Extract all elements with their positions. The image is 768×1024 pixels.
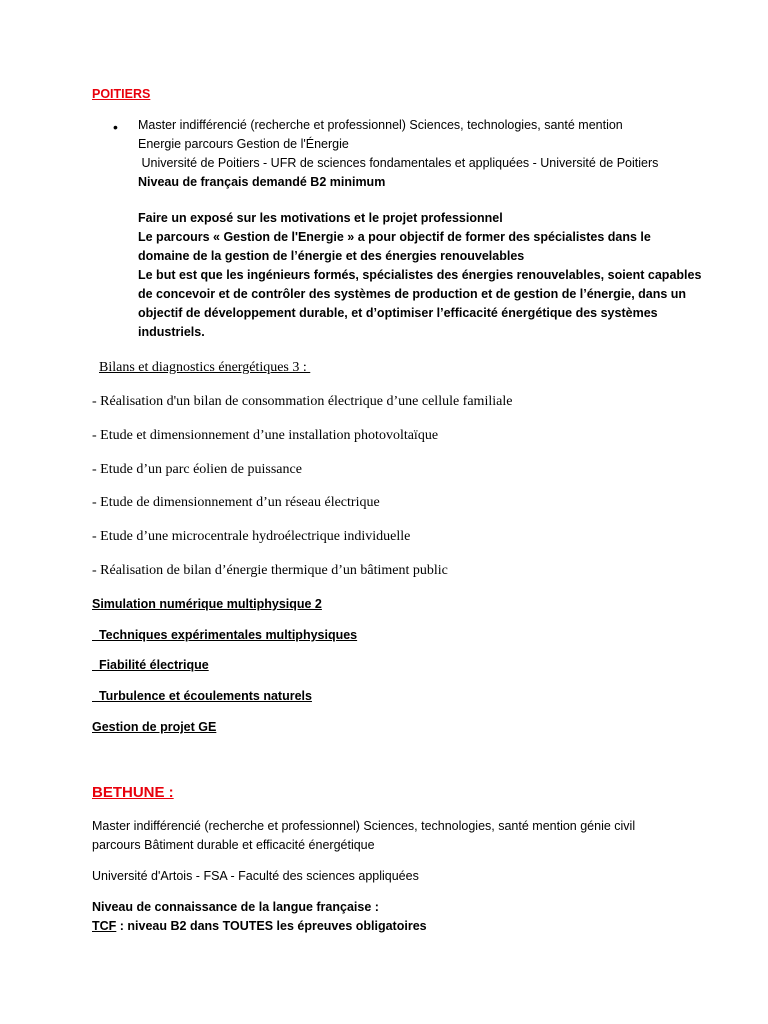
expose-line: Le but est que les ingénieurs formés, spécialistes des énergies renouvelables, soient capables [138,268,702,282]
expose-line: objectif de développement durable, et d’optimiser l’efficacité énergétique des systèmes [138,306,658,320]
language-requirements [92,898,427,936]
course-item: Fiabilité électrique [92,658,209,672]
bilan-item: - Etude d’une microcentrale hydroélectrique individuelle [92,529,411,544]
expose-line: Le parcours « Gestion de l'Energie » a pour objectif de former des spécialistes dans le [138,230,651,244]
university-line: Université d'Artois - FSA - Faculté des sciences appliquées [92,869,419,883]
course-item: Gestion de projet GE [92,720,217,734]
master-line: Master indifférencié (recherche et professionnel) Sciences, technologies, santé mention [138,118,623,132]
master-description-bethune [92,817,635,855]
course-item: Techniques expérimentales multiphysiques [92,628,358,642]
bilans-title: Bilans et diagnostics énergétiques 3 : [99,360,311,375]
bilan-item: - Etude d’un parc éolien de puissance [92,462,302,477]
language-title: Niveau de connaissance de la langue française : [92,900,379,914]
heading-bethune: BETHUNE : [92,784,174,801]
tcf-label: TCF [92,919,117,933]
expose-line: industriels. [138,325,205,339]
master-line: Master indifférencié (recherche et professionnel) Sciences, technologies, santé mention génie civil [92,819,636,833]
bilan-item: - Etude de dimensionnement d’un réseau électrique [92,495,380,510]
language-level-line: Niveau de français demandé B2 minimum [138,175,386,189]
university-line: Université de Poitiers - UFR de sciences fondamentales et appliquées - Université de Poitiers [138,156,659,170]
expose-line: de concevoir et de contrôler des systèmes de production et de gestion de l’énergie, dans un [138,287,687,301]
master-line: Energie parcours Gestion de l'Énergie [138,137,349,151]
tcf-line [92,917,427,936]
course-item: Simulation numérique multiphysique 2 [92,597,322,611]
expose-paragraph [138,209,701,342]
heading-poitiers: POITIERS [92,87,151,101]
expose-line: domaine de la gestion de l’énergie et des énergies renouvelables [138,249,525,263]
bilan-item: - Réalisation d'un bilan de consommation électrique d’une cellule familiale [92,394,513,409]
tcf-requirement: : niveau B2 dans TOUTES les épreuves obligatoires [116,919,427,933]
master-description-poitiers [138,116,658,192]
course-item: Turbulence et écoulements naturels [92,689,312,703]
bullet-icon: • [113,119,118,135]
expose-line: Faire un exposé sur les motivations et le projet professionnel [138,211,503,225]
bilan-item: - Etude et dimensionnement d’une installation photovoltaïque [92,428,439,443]
master-line: parcours Bâtiment durable et efficacité énergétique [92,838,375,852]
bilan-item: - Réalisation de bilan d’énergie thermique d’un bâtiment public [92,563,448,578]
